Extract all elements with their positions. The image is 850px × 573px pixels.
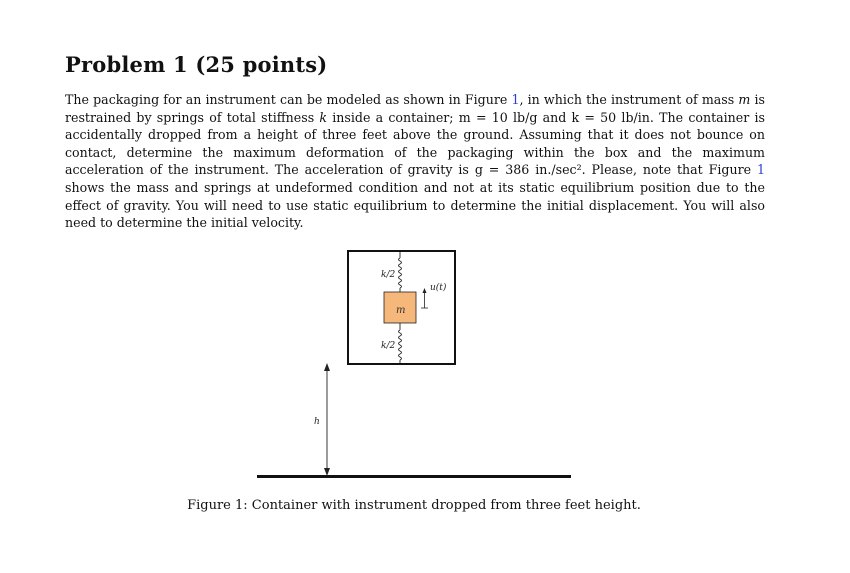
text-3: is restrained by springs of total stiffness — [65, 92, 766, 125]
displacement-label: u(t) — [430, 283, 447, 293]
var-k: k — [319, 109, 328, 125]
top-spring — [399, 252, 402, 292]
mass-label: m — [396, 305, 406, 316]
text-7: . Please, note that Figure — [581, 162, 757, 178]
var-m: m — [738, 92, 751, 107]
height-arrow — [324, 363, 330, 476]
text-4: inside a container; — [327, 109, 459, 125]
problem-title: Problem 1 (25 points) — [65, 52, 328, 77]
spring-top-label: k/2 — [381, 270, 396, 280]
bottom-spring — [399, 323, 402, 363]
figure-ref-2[interactable]: 1 — [756, 162, 765, 178]
displacement-arrow — [421, 288, 428, 308]
text-5: and — [537, 109, 572, 125]
text-8: shows the mass and springs at undeformed condition and not at its static equilibrium position due to the effect of gravity. You will need to use static equilibrium to determine the initial displacement. You will also need to determine the initial velocity. — [65, 179, 765, 231]
spring-bottom-label: k/2 — [381, 341, 396, 351]
height-label: h — [314, 417, 320, 427]
text-2: , in which the instrument of mass — [519, 92, 739, 107]
figure-caption: Figure 1: Container with instrument dropped from three feet height. — [187, 498, 641, 513]
ground-line — [257, 475, 571, 478]
eq-stiffness: k = 50 lb/in. — [571, 109, 654, 125]
eq-mass: m = 10 lb/g — [458, 109, 538, 125]
text-1: The packaging for an instrument can be modeled as shown in Figure — [65, 92, 512, 107]
eq-gravity: g = 386 in./sec² — [474, 162, 582, 178]
figure-ref-1[interactable]: 1 — [511, 92, 520, 107]
text-6: The container is accidentally dropped from a height of three feet above the ground. Assuming that it does not bounce on contact, determine the maximum deformation of the packaging within the box and the maximum acceleration of the instrument. The acceleration of gravity is — [65, 109, 765, 178]
